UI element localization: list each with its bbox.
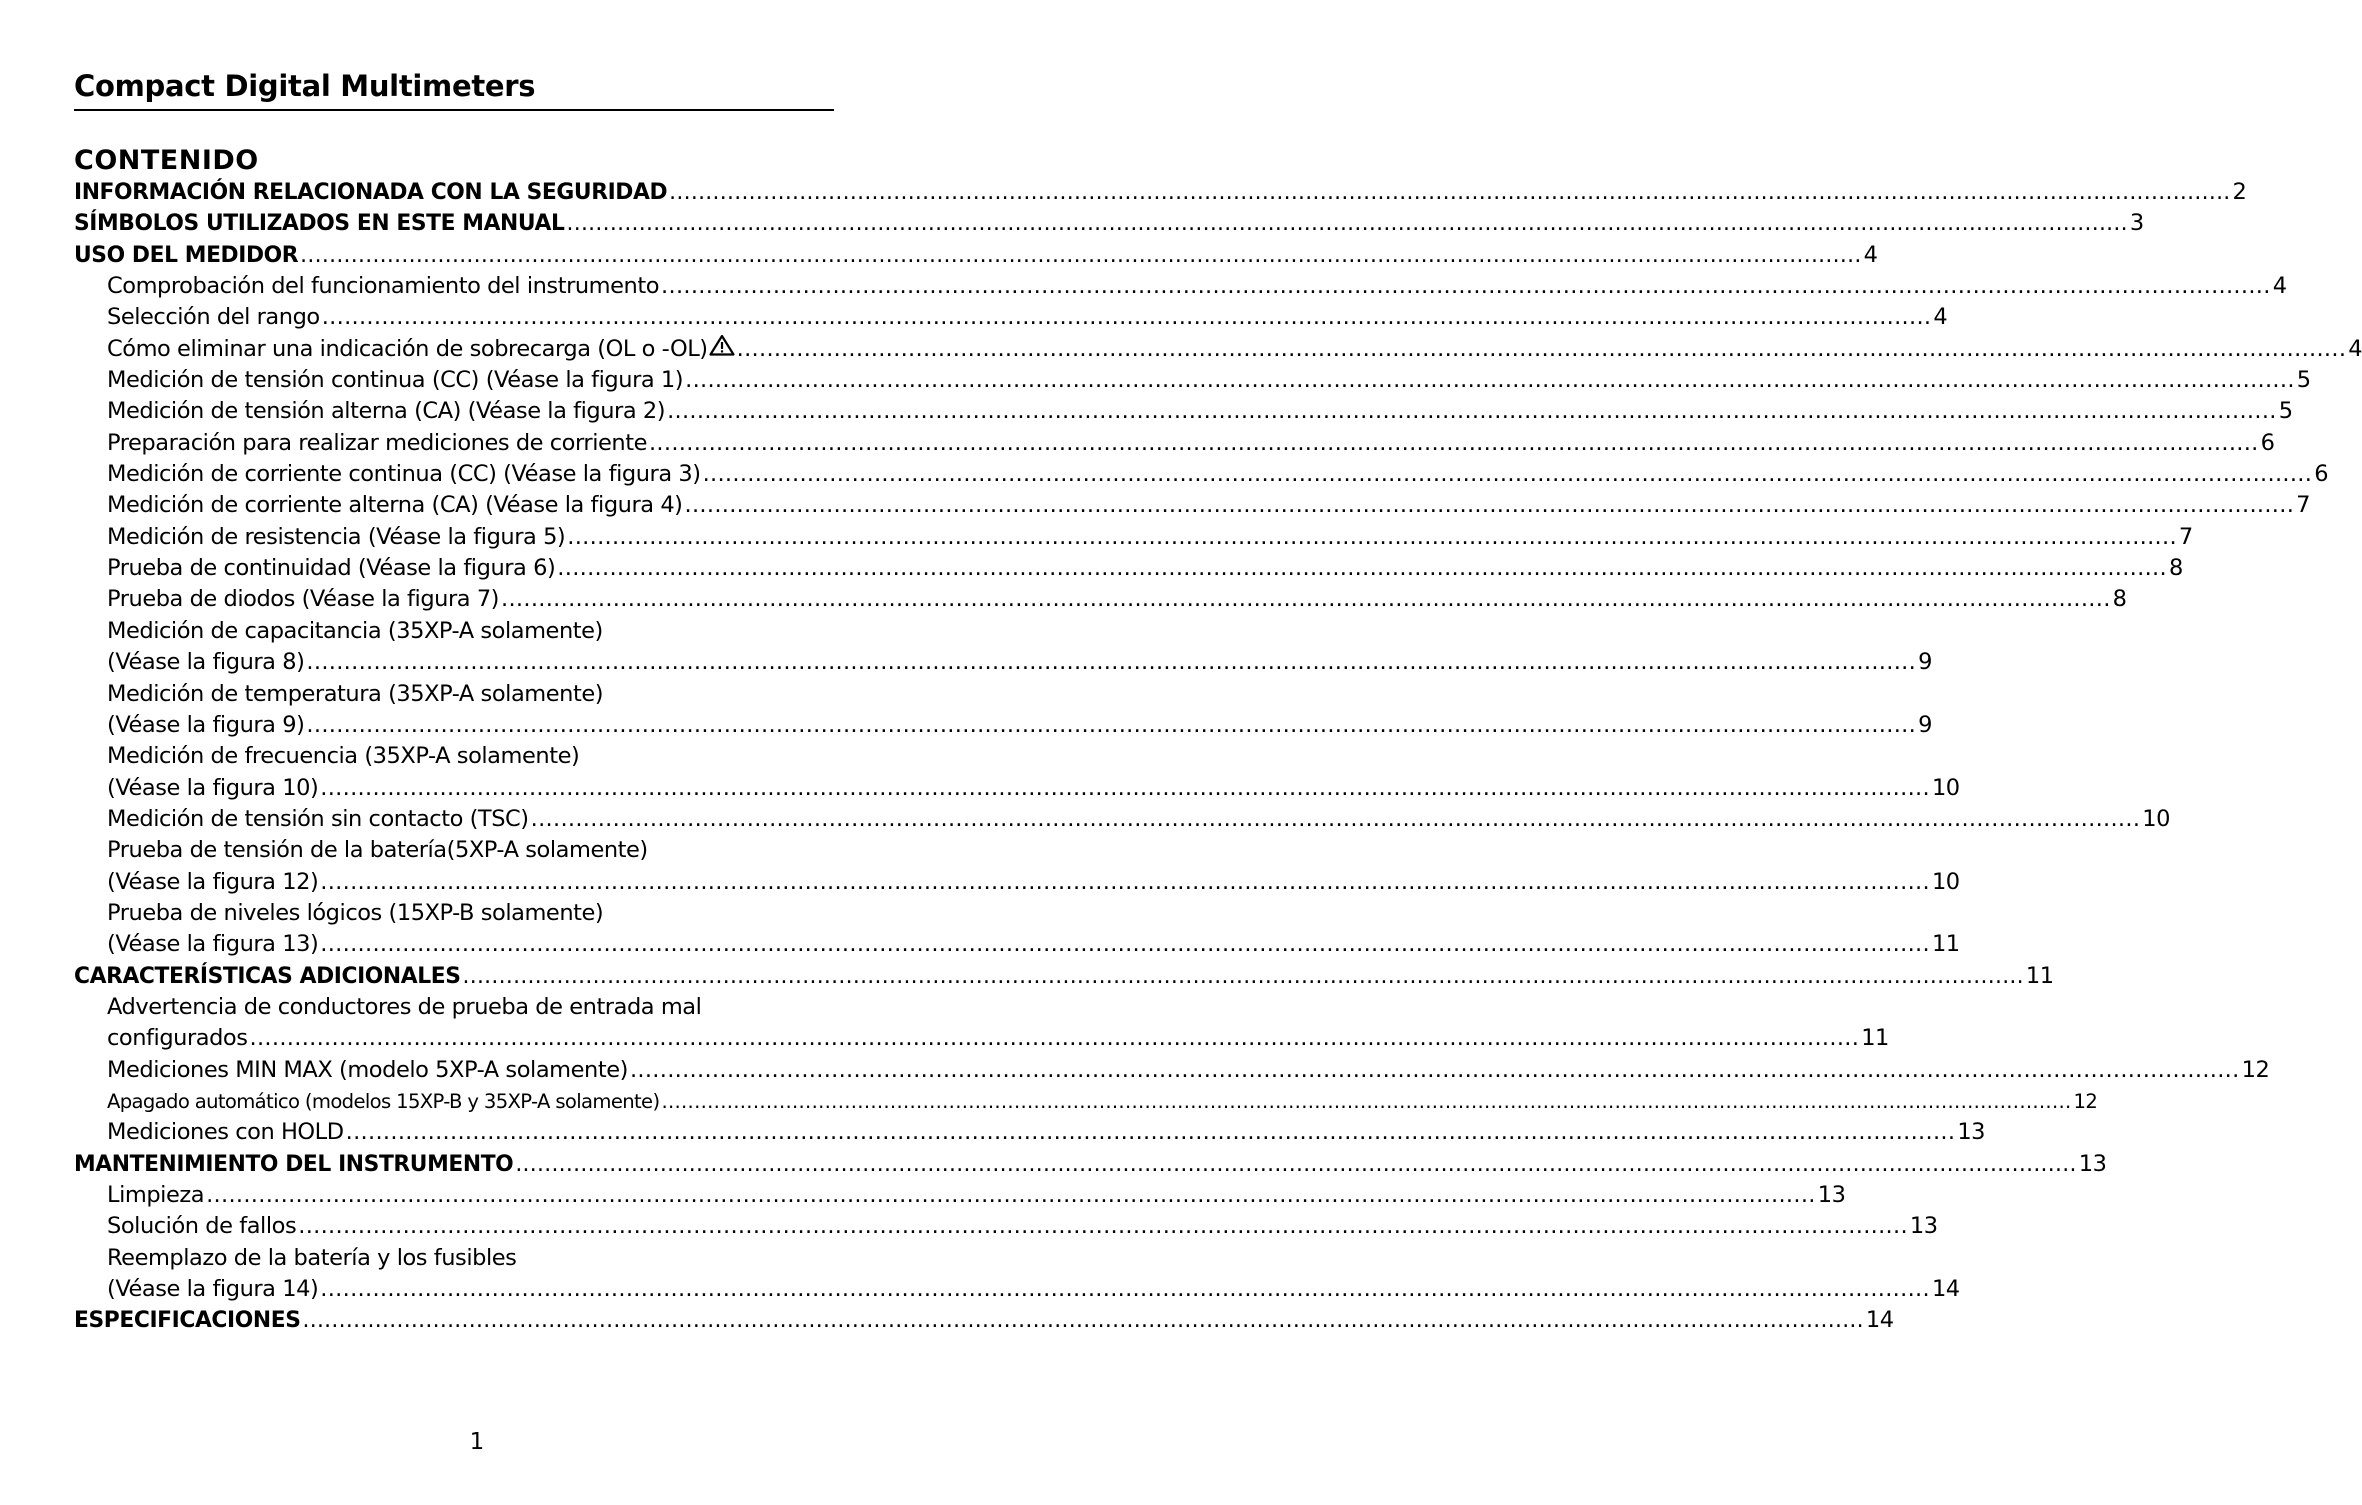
toc-entry-title: Solución de fallos: [107, 1213, 297, 1240]
toc-entry-title: configurados: [107, 1025, 248, 1052]
toc-subsection-entry: [74, 679, 830, 710]
table-of-contents: [74, 177, 2362, 1337]
toc-entry-title: Medición de capacitancia (35XP-A solamente): [107, 617, 603, 644]
toc-page-number: 13: [2078, 1150, 2107, 1177]
toc-subsection-entry: [74, 584, 2127, 615]
toc-subsection-entry: [74, 1055, 2270, 1086]
toc-entry-title: Reemplazo de la batería y los fusibles: [107, 1244, 517, 1271]
toc-page-number: 7: [2178, 523, 2193, 550]
toc-subsection-entry: [74, 302, 1948, 333]
toc-page-number: 9: [1918, 649, 1932, 676]
toc-entry-title: Apagado automático (modelos 15XP-B y 35XP-A solamente): [107, 1089, 660, 1113]
toc-page-number: 10: [1931, 774, 1960, 801]
toc-subsection-entry: [74, 428, 2275, 459]
toc-entry-title: Medición de corriente alterna (CA) (Véase la figura 4): [107, 492, 683, 519]
toc-section-entry: [74, 240, 1878, 271]
dot-leader: [300, 240, 1861, 271]
toc-subsection-entry: [74, 1086, 2098, 1117]
toc-subsection-entry: [74, 616, 830, 647]
dot-leader: [320, 867, 1930, 898]
toc-entry-title: Medición de tensión sin contacto (TSC): [107, 805, 529, 832]
dot-leader: [661, 271, 2271, 302]
dot-leader: [320, 1274, 1930, 1305]
toc-entry-title: Selección del rango: [107, 304, 320, 331]
toc-subsection-entry: [74, 773, 1960, 804]
warning-triangle-icon: [709, 334, 735, 356]
page-header: [74, 66, 834, 106]
toc-section-entry: [74, 208, 2144, 239]
toc-entry-title: Prueba de continuidad (Véase la figura 6): [107, 555, 556, 582]
toc-section-entry: [74, 177, 2247, 208]
toc-subsection-entry: [74, 898, 830, 929]
toc-entry-title: INFORMACIÓN RELACIONADA CON LA SEGURIDAD: [74, 180, 668, 205]
toc-subsection-entry: [74, 1117, 1986, 1148]
toc-section-entry: [74, 961, 2054, 992]
dot-leader: [306, 647, 1916, 678]
toc-page-number: 2: [2232, 179, 2247, 205]
toc-subsection-entry: [74, 459, 2329, 490]
toc-subsection-entry: [74, 1274, 1960, 1305]
toc-entry-title: Prueba de diodos (Véase la figura 7): [107, 586, 500, 613]
toc-subsection-entry: [74, 647, 1932, 678]
toc-entry-title: Advertencia de conductores de prueba de entrada mal: [107, 993, 702, 1020]
dot-leader: [667, 396, 2277, 427]
dot-leader: [206, 1180, 1816, 1211]
dot-leader: [566, 208, 2127, 239]
dot-leader: [501, 584, 2111, 615]
dot-leader: [737, 334, 2347, 365]
toc-subsection-entry: [74, 553, 2183, 584]
toc-subsection-entry: [74, 929, 1960, 960]
toc-entry-title: Medición de tensión continua (CC) (Véase la figura 1): [107, 367, 684, 394]
toc-page-number: 13: [1909, 1213, 1938, 1240]
contents-heading: CONTENIDO: [74, 145, 259, 176]
toc-page-number: 10: [2142, 805, 2171, 832]
toc-subsection-entry: [74, 334, 2362, 365]
dot-leader: [306, 710, 1916, 741]
toc-page-number: 14: [1931, 1276, 1960, 1303]
toc-page-number: 11: [2025, 962, 2054, 989]
toc-subsection-entry: [74, 365, 2311, 396]
document-title: Compact Digital Multimeters: [74, 69, 536, 103]
toc-page-number: 8: [2168, 555, 2183, 582]
toc-page-number: 10: [1931, 868, 1960, 895]
dot-leader: [463, 961, 2024, 992]
toc-subsection-entry: [74, 1211, 1938, 1242]
header-divider: [74, 109, 834, 111]
toc-subsection-entry: [74, 522, 2193, 553]
toc-subsection-entry: [74, 867, 1960, 898]
toc-page-number: 8: [2112, 586, 2127, 613]
dot-leader: [346, 1117, 1956, 1148]
toc-page-number: 5: [2278, 398, 2293, 425]
toc-page-number: 4: [2272, 273, 2287, 300]
dot-leader: [250, 1023, 1860, 1054]
toc-entry-title: Mediciones MIN MAX (modelo 5XP-A solamente): [107, 1056, 628, 1083]
dot-leader: [685, 490, 2295, 521]
dot-leader: [557, 553, 2167, 584]
toc-entry-title: Medición de corriente continua (CC) (Véase la figura 3): [107, 461, 701, 488]
toc-section-entry: [74, 1149, 2107, 1180]
toc-page-number: 6: [2314, 461, 2329, 488]
toc-subsection-entry: [74, 490, 2311, 521]
toc-page-number: 4: [1933, 304, 1948, 331]
dot-leader: [630, 1055, 2240, 1086]
toc-entry-title: (Véase la figura 12): [107, 868, 319, 895]
toc-page-number: 14: [1865, 1307, 1894, 1334]
toc-page-number: 9: [1918, 711, 1932, 738]
dot-leader: [320, 929, 1930, 960]
toc-subsection-entry: [74, 804, 2171, 835]
toc-subsection-entry: [74, 1023, 1889, 1054]
toc-page-number: 11: [1861, 1025, 1889, 1052]
toc-subsection-entry: [74, 1180, 1846, 1211]
dot-leader: [515, 1149, 2076, 1180]
toc-entry-title: Comprobación del funcionamiento del instrumento: [107, 273, 660, 300]
toc-entry-title: (Véase la figura 8): [107, 649, 305, 676]
toc-entry-title: Medición de temperatura (35XP-A solamente): [107, 680, 604, 707]
toc-entry-title: Cómo eliminar una indicación de sobrecarga (OL o -OL): [107, 335, 708, 362]
toc-page-number: 12: [2241, 1056, 2270, 1083]
dot-leader: [685, 365, 2295, 396]
toc-subsection-entry: [74, 992, 830, 1023]
toc-entry-title: (Véase la figura 9): [107, 711, 305, 738]
toc-page-number: 6: [2260, 429, 2275, 456]
dot-leader: [649, 428, 2259, 459]
toc-entry-title: (Véase la figura 10): [107, 774, 319, 801]
toc-entry-title: CARACTERÍSTICAS ADICIONALES: [74, 963, 461, 989]
toc-entry-title: SÍMBOLOS UTILIZADOS EN ESTE MANUAL: [74, 211, 565, 237]
toc-entry-title: (Véase la figura 14): [107, 1276, 319, 1303]
dot-leader: [303, 1305, 1864, 1336]
toc-page-number: 11: [1931, 931, 1960, 958]
dot-leader: [322, 302, 1932, 333]
toc-page-number: 5: [2296, 367, 2311, 394]
toc-page-number: 3: [2129, 210, 2144, 237]
toc-entry-title: Medición de tensión alterna (CA) (Véase la figura 2): [107, 398, 666, 425]
toc-entry-title: MANTENIMIENTO DEL INSTRUMENTO: [74, 1151, 514, 1177]
toc-entry-title: Medición de resistencia (Véase la figura 5): [107, 523, 566, 550]
dot-leader: [703, 459, 2313, 490]
toc-page-number: 4: [1863, 241, 1878, 268]
toc-entry-title: Mediciones con HOLD: [107, 1119, 344, 1146]
toc-entry-title: (Véase la figura 13): [107, 931, 319, 958]
toc-page-number: 7: [2296, 492, 2311, 519]
dot-leader: [320, 773, 1930, 804]
toc-page-number: 4: [2348, 335, 2362, 362]
toc-page-number: 13: [1957, 1119, 1986, 1146]
toc-section-entry: [74, 1305, 1894, 1336]
toc-page-number: 12: [2073, 1089, 2098, 1113]
dot-leader: [567, 522, 2177, 553]
toc-subsection-entry: [74, 396, 2293, 427]
toc-entry-title: Limpieza: [107, 1182, 205, 1208]
toc-entry-title: ESPECIFICACIONES: [74, 1308, 301, 1334]
page-number: 1: [469, 1429, 485, 1455]
toc-entry-title: Prueba de niveles lógicos (15XP-B solamente): [107, 899, 604, 926]
toc-subsection-entry: [74, 271, 2287, 302]
toc-page-number: 13: [1817, 1182, 1846, 1208]
toc-subsection-entry: [74, 741, 830, 772]
dot-leader: [661, 1086, 2071, 1117]
toc-entry-title: Prueba de tensión de la batería(5XP-A solamente): [107, 837, 648, 864]
toc-subsection-entry: [74, 1243, 830, 1274]
dot-leader: [298, 1211, 1908, 1242]
toc-subsection-entry: [74, 835, 830, 866]
toc-entry-title: USO DEL MEDIDOR: [74, 242, 299, 268]
toc-entry-title: Preparación para realizar mediciones de corriente: [107, 429, 647, 456]
toc-entry-title: Medición de frecuencia (35XP-A solamente): [107, 743, 580, 770]
dot-leader: [669, 177, 2230, 208]
dot-leader: [531, 804, 2141, 835]
toc-subsection-entry: [74, 710, 1932, 741]
